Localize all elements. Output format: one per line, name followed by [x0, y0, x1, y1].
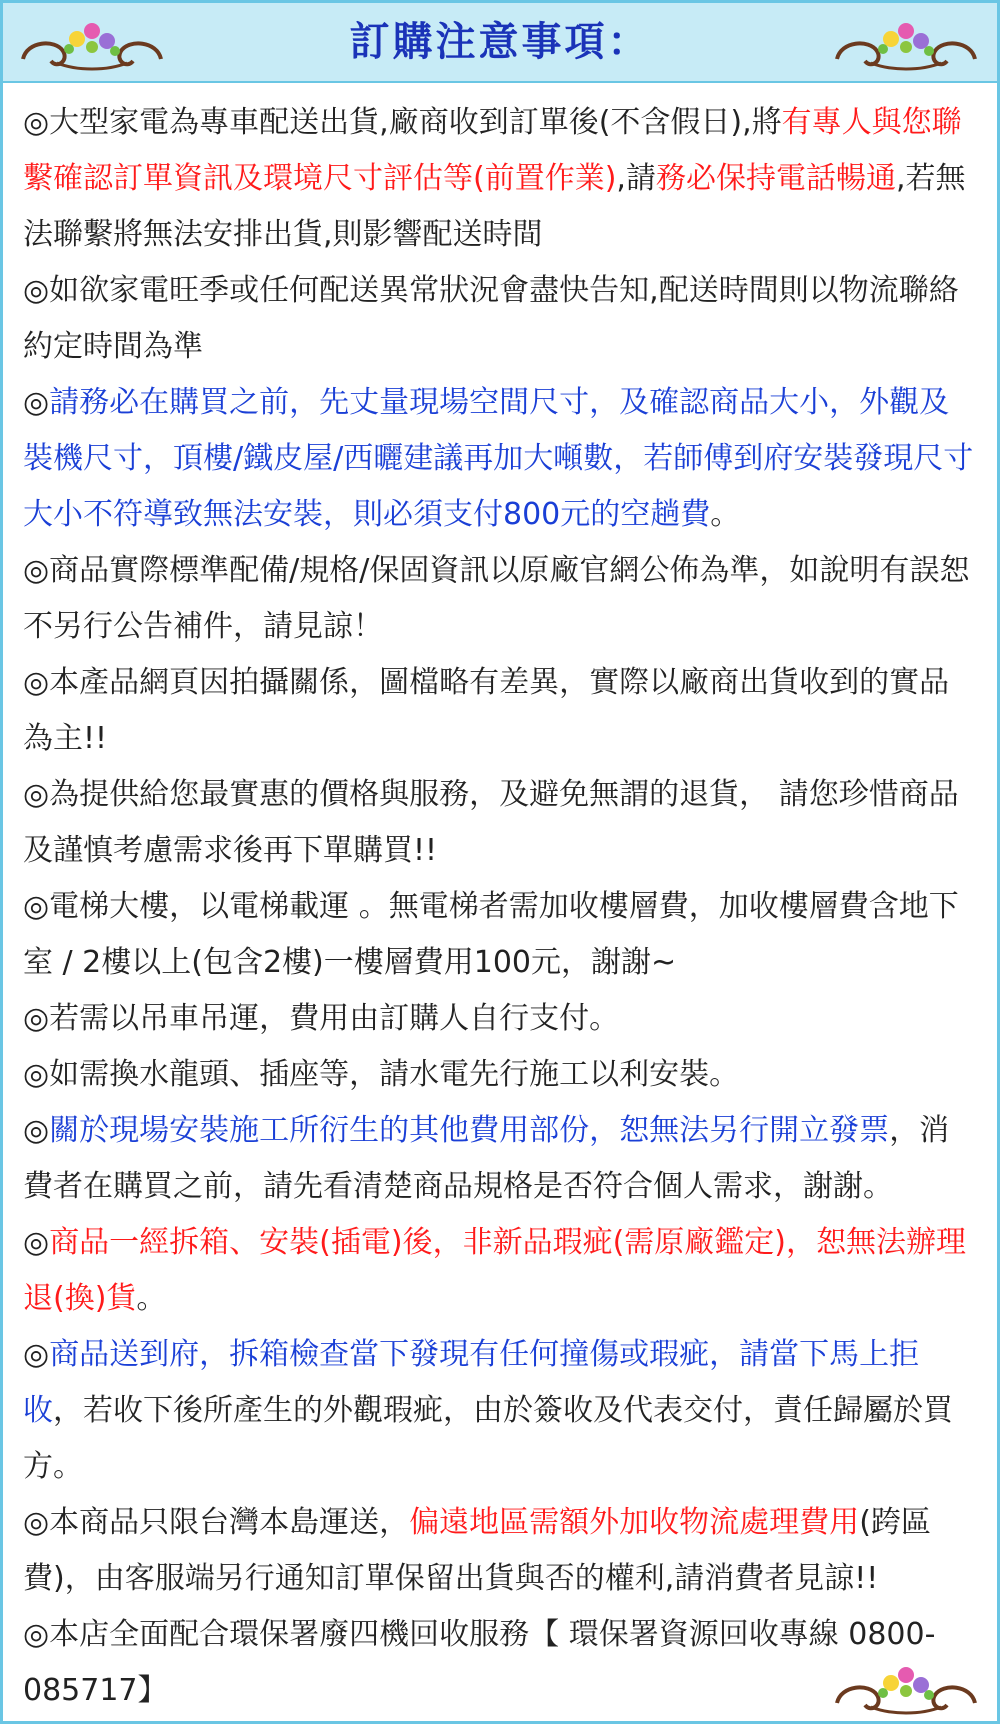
- note-text-segment: 商品送到府，拆箱檢查當下發現有任何撞傷或瑕疵，請當下馬上拒收: [23, 1337, 920, 1428]
- note-item: [23, 879, 978, 991]
- note-item: [23, 1215, 978, 1327]
- header-bar: [3, 3, 997, 83]
- note-text-segment: ◎若需以吊車吊運，費用由訂購人自行支付。: [23, 1001, 620, 1036]
- note-text-segment: ◎本產品網頁因拍攝關係，圖檔略有差異，實際以廠商出貨收到的實品為主!!: [23, 665, 950, 756]
- note-text-segment: ◎如欲家電旺季或任何配送異常狀況會盡快告知,配送時間則以物流聯絡約定時間為準: [23, 273, 959, 364]
- note-text-segment: ◎為提供給您最實惠的價格與服務，及避免無謂的退貨， 請您珍惜商品及謹慎考慮需求後再下單購買!!: [23, 777, 959, 868]
- note-text-segment: ◎大型家電為專車配送出貨,廠商收到訂單後(不含假日),將: [23, 105, 782, 140]
- note-item: [23, 1047, 978, 1103]
- note-text-segment: ◎電梯大樓，以電梯載運 。無電梯者需加收樓層費，加收樓層費含地下室 / 2樓以上(包含2樓)一樓層費用100元，謝謝~: [23, 889, 959, 980]
- note-item: [23, 375, 978, 543]
- note-text-segment: ◎本店全面配合環保署廢四機回收服務【 環保署資源回收專線 0800-085717】: [23, 1617, 936, 1708]
- note-text-segment: 。: [136, 1281, 167, 1316]
- note-text-segment: 商品一經拆箱、安裝(插電)後，非新品瑕疵(需原廠鑑定)，恕無法辦理退(換)貨: [23, 1225, 967, 1316]
- note-item: [23, 543, 978, 655]
- note-item: [23, 95, 978, 263]
- note-item: [23, 263, 978, 375]
- note-text-segment: 關於現場安裝施工所衍生的其他費用部份，恕無法另行開立發票: [49, 1113, 890, 1148]
- note-text-segment: ◎: [23, 1337, 50, 1372]
- note-text-segment: ◎商品實際標準配備/規格/保固資訊以原廠官網公佈為準，如說明有誤恕不另行公告補件，請見諒！: [23, 553, 970, 644]
- note-text-segment: ◎: [23, 1113, 50, 1148]
- note-text-segment: ◎如需換水龍頭、插座等，請水電先行施工以利安裝。: [23, 1057, 740, 1092]
- note-text-segment: 有專人與您聯繫確認訂單資訊及環境尺寸評估等(前置作業): [23, 105, 962, 196]
- note-text-segment: ，若收下後所產生的外觀瑕疵，由於簽收及代表交付，責任歸屬於買方。: [23, 1393, 953, 1484]
- note-text-segment: ，消費者在購買之前，請先看清楚商品規格是否符合個人需求，謝謝。: [23, 1113, 950, 1204]
- page-title: 訂購注意事項：: [349, 19, 651, 65]
- note-text-segment: 偏遠地區需額外加收物流處理費用: [409, 1505, 860, 1540]
- note-item: [23, 1103, 978, 1215]
- note-text-segment: ◎: [23, 1225, 50, 1260]
- note-text-segment: ◎: [23, 385, 50, 420]
- note-item: [23, 1327, 978, 1495]
- note-text-segment: (跨區費)，由客服端另行通知訂單保留出貨與否的權利,請消費者見諒!!: [23, 1505, 931, 1596]
- flower-scroll-ornament-icon: [831, 11, 981, 75]
- note-text-segment: 。: [710, 497, 741, 532]
- note-text-segment: 務必保持電話暢通: [655, 161, 896, 196]
- note-text-segment: ,請: [616, 161, 656, 196]
- note-text-segment: ◎本商品只限台灣本島運送，: [23, 1505, 410, 1540]
- note-item: [23, 767, 978, 879]
- note-text-segment: 請務必在購買之前，先丈量現場空間尺寸，及確認商品大小，外觀及裝機尺寸，頂樓/鐵皮屋/西曬建議再加大噸數，若師傅到府安裝發現尺寸大小不符導致無法安裝，則必須支付800元的空趟費: [23, 385, 974, 532]
- note-item: [23, 1495, 978, 1607]
- flower-scroll-ornament-icon: [831, 1655, 981, 1719]
- note-item: [23, 655, 978, 767]
- notes-list: [23, 95, 978, 1719]
- note-text-segment: ,若無法聯繫將無法安排出貨,則影響配送時間: [23, 161, 966, 252]
- note-item: [23, 991, 978, 1047]
